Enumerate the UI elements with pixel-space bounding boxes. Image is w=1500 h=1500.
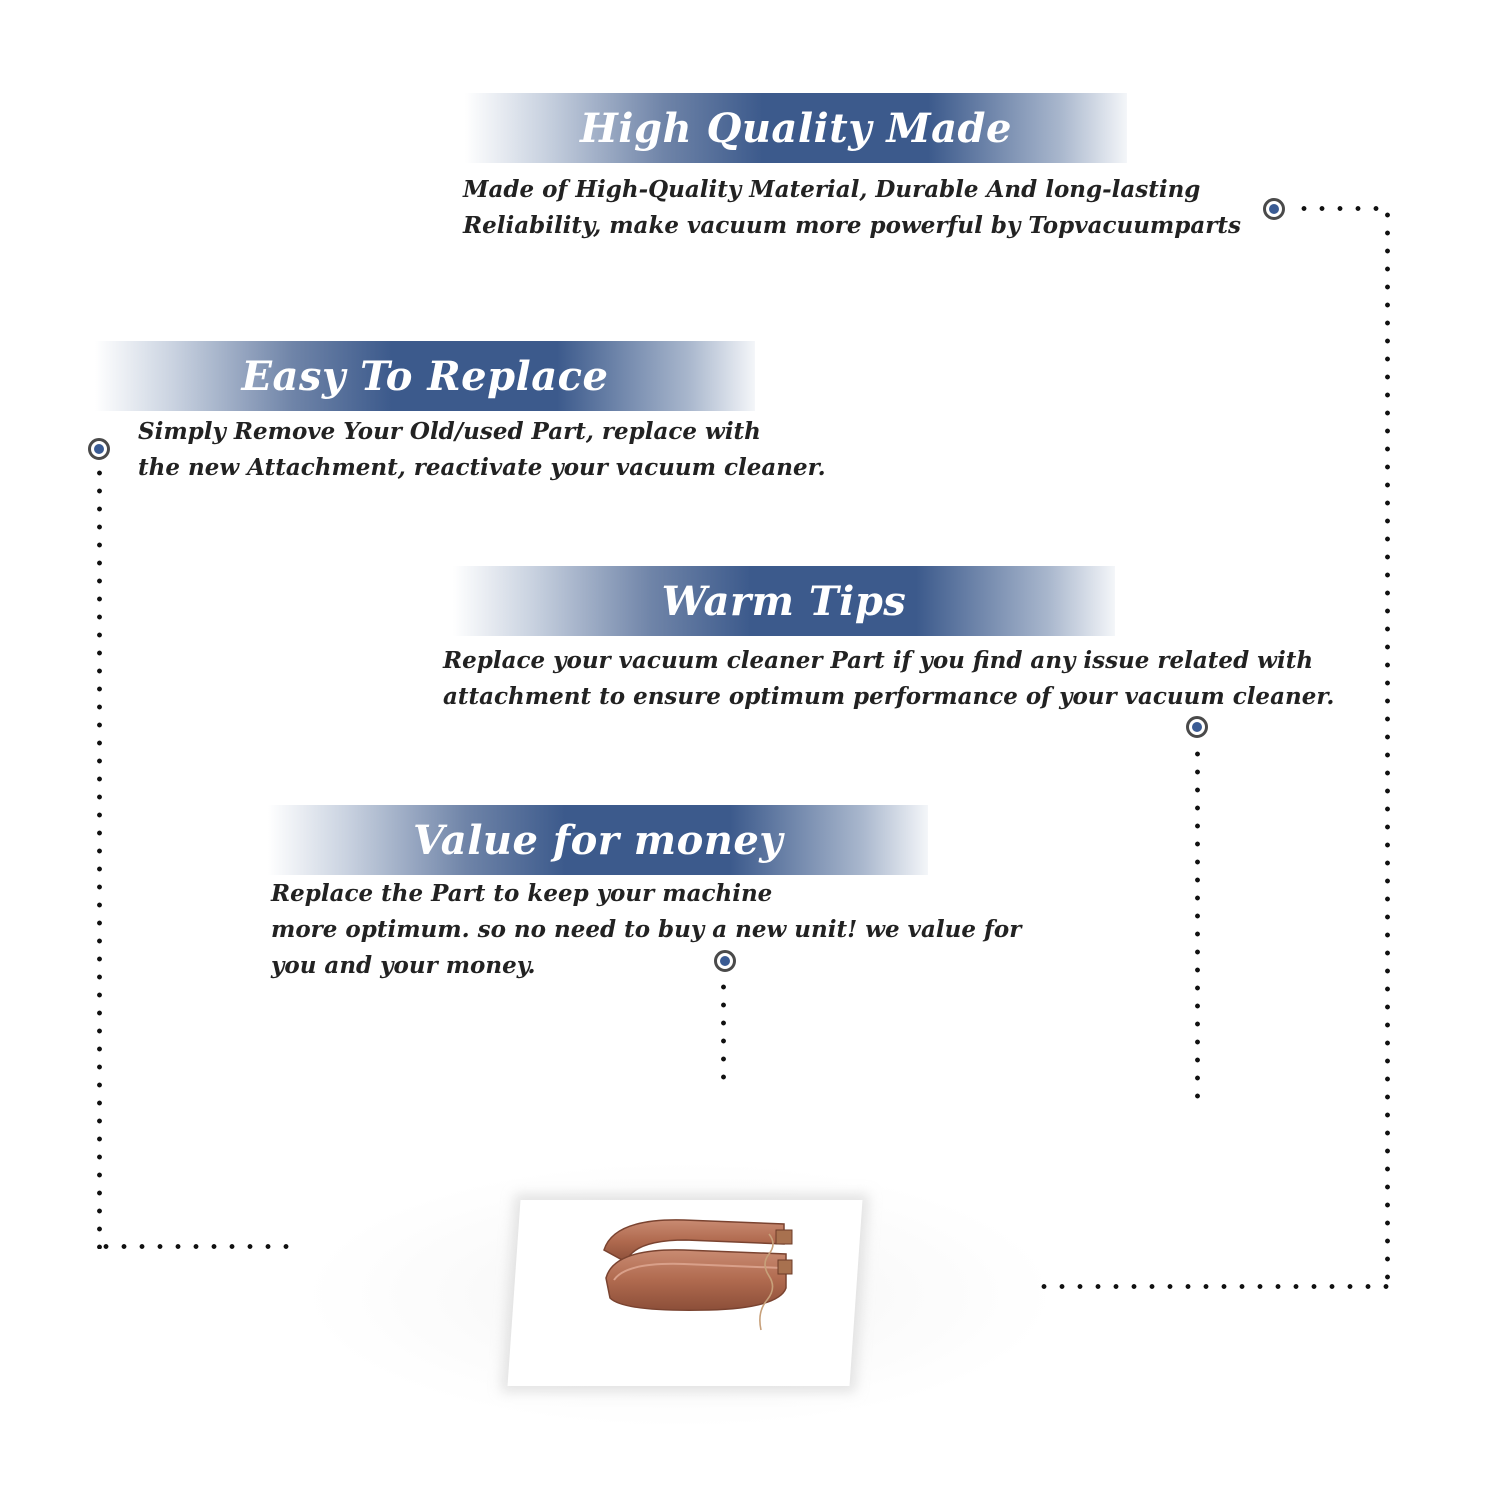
carbon-brush-image (514, 1200, 856, 1386)
banner-high-quality (465, 93, 1127, 163)
section-title: Easy To Replace (241, 352, 609, 400)
dotted-connector (97, 464, 102, 1249)
section-title: High Quality Made (580, 104, 1012, 152)
dotted-connector (1035, 1284, 1390, 1289)
banner-value-money (268, 805, 928, 875)
description-line: Replace your vacuum cleaner Part if you find any issue related with (443, 647, 1314, 674)
description-line: attachment to ensure optimum performance of your vacuum cleaner. (443, 683, 1335, 710)
dotted-connector (721, 978, 726, 1090)
bullet-marker-icon (1263, 198, 1285, 220)
description-line: Made of High-Quality Material, Durable And long-lasting (463, 176, 1201, 203)
section-description (463, 172, 1241, 244)
product-card (507, 1200, 862, 1386)
description-line: Simply Remove Your Old/used Part, replace with (138, 418, 761, 445)
banner-easy-replace (95, 341, 755, 411)
description-line: the new Attachment, reactivate your vacuum cleaner. (138, 454, 826, 481)
bullet-marker-icon (1186, 716, 1208, 738)
banner-warm-tips (453, 566, 1115, 636)
description-line: you and your money. (271, 952, 536, 979)
description-line: Replace the Part to keep your machine (271, 880, 773, 907)
bullet-marker-icon (714, 950, 736, 972)
description-line: Reliability, make vacuum more powerful by Topvacuumparts (463, 212, 1241, 239)
section-title: Warm Tips (661, 577, 907, 625)
dotted-connector (1195, 745, 1200, 1107)
dotted-connector (97, 1244, 300, 1249)
dotted-connector (1295, 206, 1390, 211)
bullet-marker-icon (88, 438, 110, 460)
section-title: Value for money (412, 816, 784, 864)
dotted-connector (1385, 206, 1390, 1291)
description-line: more optimum. so no need to buy a new unit! we value for (271, 916, 1022, 943)
section-description (271, 876, 1021, 984)
section-description (443, 643, 1334, 715)
section-description (138, 414, 826, 486)
